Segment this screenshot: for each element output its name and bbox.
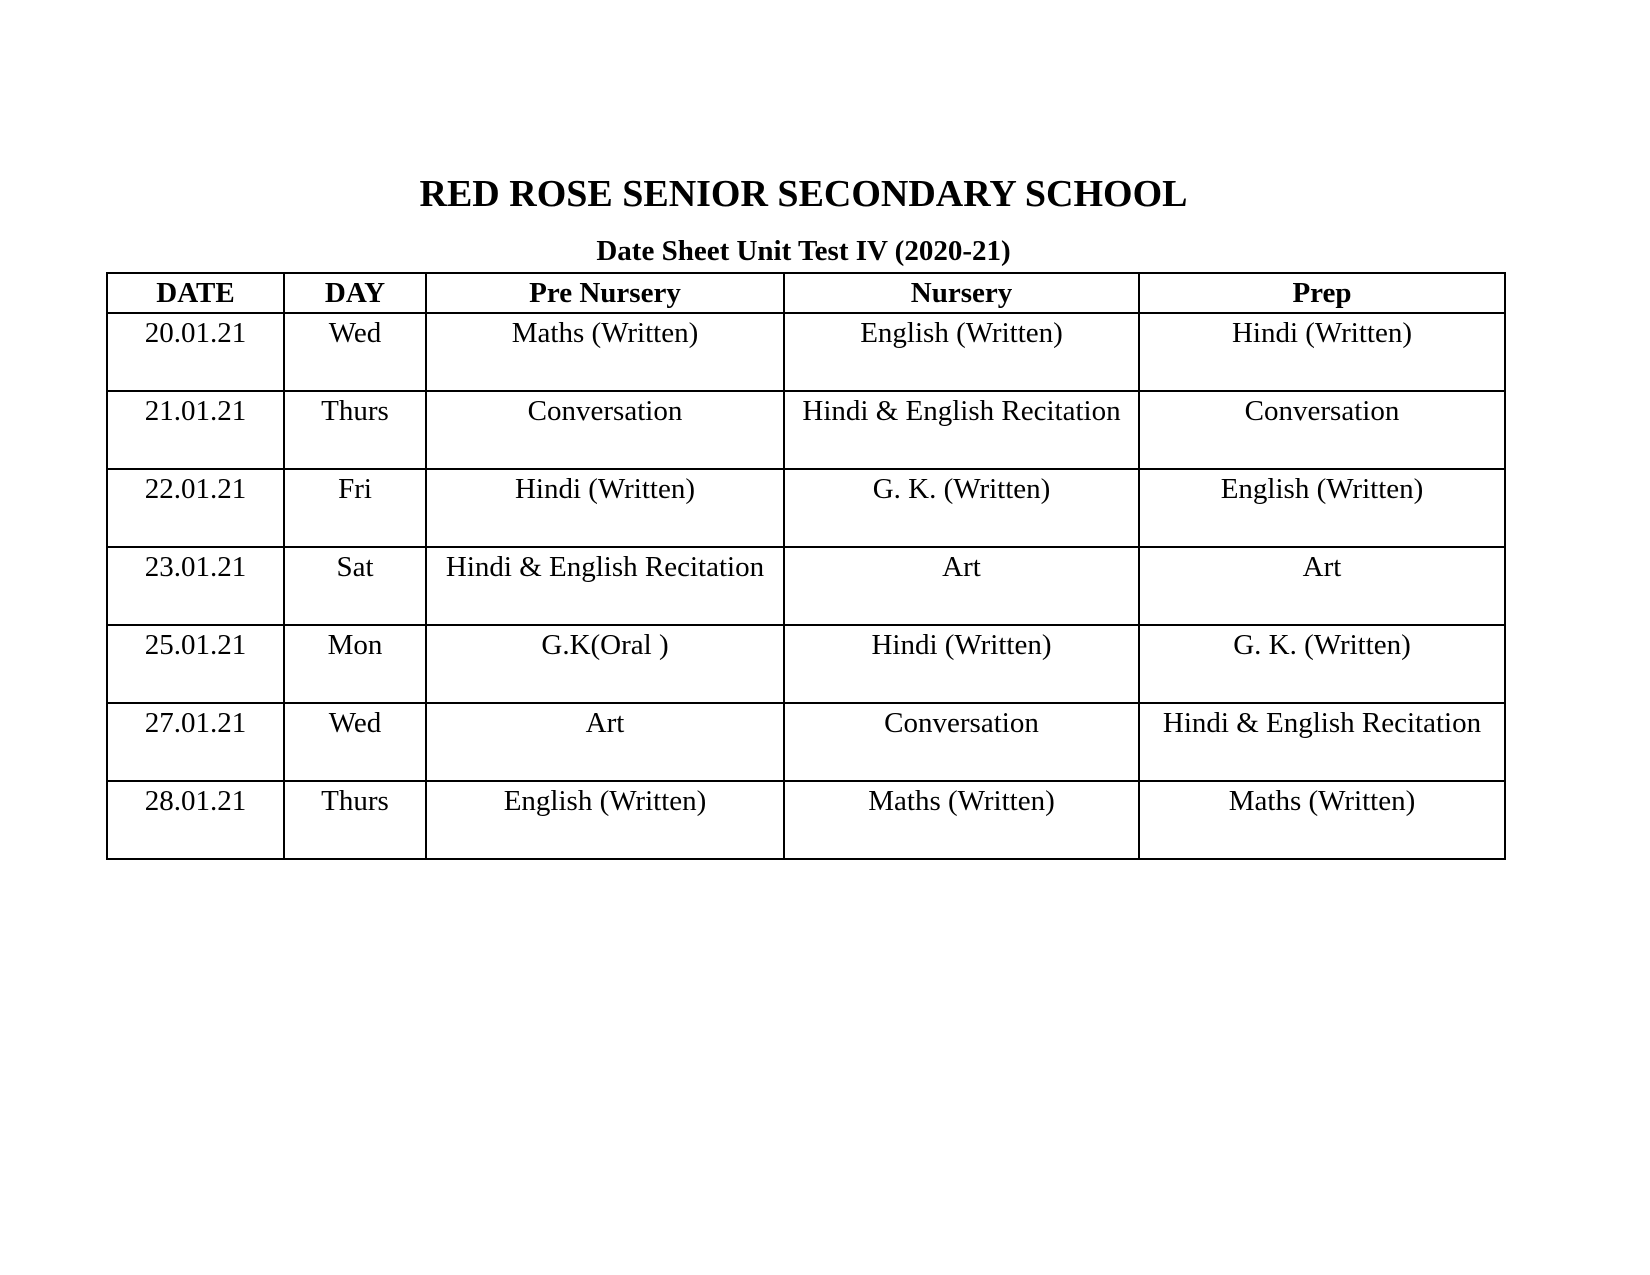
pre-nursery-subject-cell: Art [426,703,784,781]
table-row [107,703,1505,781]
pre-nursery-subject-cell: Hindi (Written) [426,469,784,547]
date-cell: 25.01.21 [107,625,284,703]
day-cell: Sat [284,547,426,625]
pre-nursery-subject-cell: G.K(Oral ) [426,625,784,703]
day-cell: Mon [284,625,426,703]
pre-nursery-subject-cell: Conversation [426,391,784,469]
date-cell: 28.01.21 [107,781,284,859]
table-row [107,781,1505,859]
column-header-day: DAY [284,273,426,313]
date-cell: 23.01.21 [107,547,284,625]
table-row [107,547,1505,625]
column-header-nursery: Nursery [784,273,1139,313]
nursery-subject-cell: Maths (Written) [784,781,1139,859]
day-cell: Thurs [284,781,426,859]
nursery-subject-cell: Art [784,547,1139,625]
nursery-subject-cell: Hindi & English Recitation [784,391,1139,469]
column-header-pre-nursery: Pre Nursery [426,273,784,313]
prep-subject-cell: Hindi (Written) [1139,313,1505,391]
nursery-subject-cell: Hindi (Written) [784,625,1139,703]
date-cell: 22.01.21 [107,469,284,547]
day-cell: Wed [284,313,426,391]
day-cell: Wed [284,703,426,781]
table-row [107,391,1505,469]
prep-subject-cell: G. K. (Written) [1139,625,1505,703]
prep-subject-cell: Art [1139,547,1505,625]
nursery-subject-cell: G. K. (Written) [784,469,1139,547]
pre-nursery-subject-cell: Hindi & English Recitation [426,547,784,625]
nursery-subject-cell: English (Written) [784,313,1139,391]
date-cell: 27.01.21 [107,703,284,781]
date-cell: 20.01.21 [107,313,284,391]
prep-subject-cell: English (Written) [1139,469,1505,547]
school-name: RED ROSE SENIOR SECONDARY SCHOOL [419,173,1188,215]
day-cell: Thurs [284,391,426,469]
nursery-subject-cell: Conversation [784,703,1139,781]
table-row [107,469,1505,547]
date-cell: 21.01.21 [107,391,284,469]
prep-subject-cell: Maths (Written) [1139,781,1505,859]
date-sheet-table [106,272,1506,860]
table-header-row [107,273,1505,313]
prep-subject-cell: Hindi & English Recitation [1139,703,1505,781]
column-header-date: DATE [107,273,284,313]
prep-subject-cell: Conversation [1139,391,1505,469]
pre-nursery-subject-cell: Maths (Written) [426,313,784,391]
pre-nursery-subject-cell: English (Written) [426,781,784,859]
day-cell: Fri [284,469,426,547]
table-row [107,625,1505,703]
date-sheet-title: Date Sheet Unit Test IV (2020-21) [596,235,1011,267]
table-row [107,313,1505,391]
column-header-prep: Prep [1139,273,1505,313]
